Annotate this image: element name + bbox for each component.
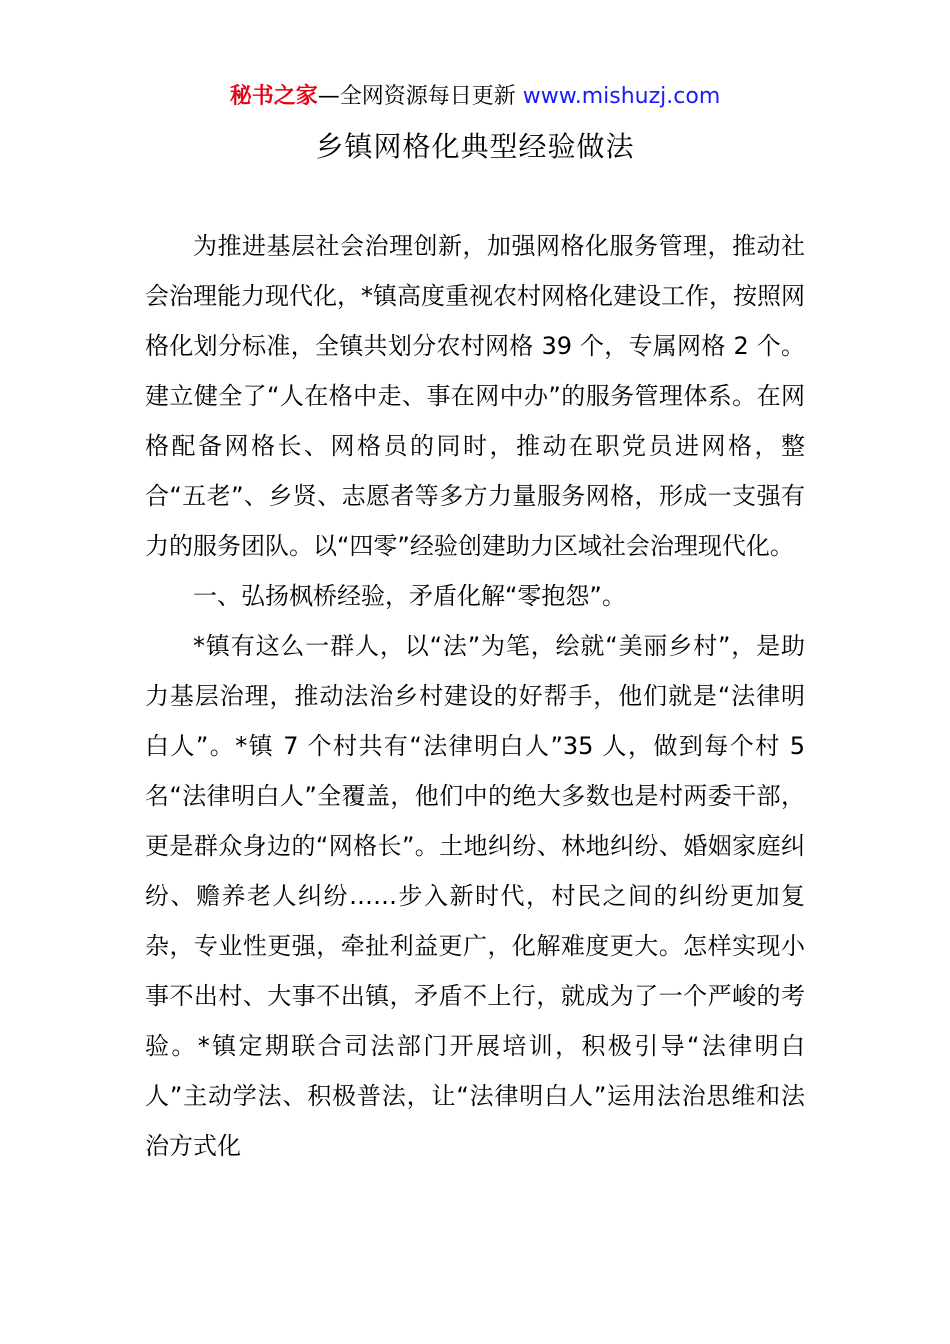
- paragraph-section-1: *镇有这么一群人，以“法”为笔，绘就“美丽乡村”，是助力基层治理，推动法治乡村建设的好帮手，他们就是“法律明白人”。*镇 7 个村共有“法律明白人”35 人，做到每个村 5 名“法律明白人”全覆盖，他们中的绝大多数也是村两委干部，更是群众身边的“网格长”。土地纠纷、林地纠纷、婚姻家庭纠纷、赡养老人纠纷……步入新时代，村民之间的纠纷更加复杂，专业性更强，牵扯利益更广，化解难度更大。怎样实现小事不出村、大事不出镇，矛盾不上行，就成为了一个严峻的考验。*镇定期联合司法部门开展培训，积极引导“法律明白人”主动学法、积极普法，让“法律明白人”运用法治思维和法治方式化: [145, 632, 805, 1160]
- section-heading-1: 一、弘扬枫桥经验，矛盾化解“零抱怨”。: [193, 582, 626, 610]
- brand-name: 秘书之家: [229, 84, 318, 109]
- site-header: [0, 80, 950, 114]
- site-url[interactable]: www.mishuzj.com: [522, 84, 721, 109]
- site-slogan: —全网资源每日更新: [317, 84, 516, 109]
- document-title: 乡镇网格化典型经验做法: [315, 130, 635, 163]
- document-body: [145, 221, 805, 1171]
- paragraph-intro: 为推进基层社会治理创新，加强网格化服务管理，推动社会治理能力现代化，*镇高度重视农村网格化建设工作，按照网格化划分标准，全镇共划分农村网格 39 个，专属网格 2 个。建立健全了“人在格中走、事在网中办”的服务管理体系。在网格配备网格长、网格员的同时，推动在职党员进网格，整合“五老”、乡贤、志愿者等多方力量服务网格，形成一支强有力的服务团队。以“四零”经验创建助力区域社会治理现代化。: [145, 232, 805, 560]
